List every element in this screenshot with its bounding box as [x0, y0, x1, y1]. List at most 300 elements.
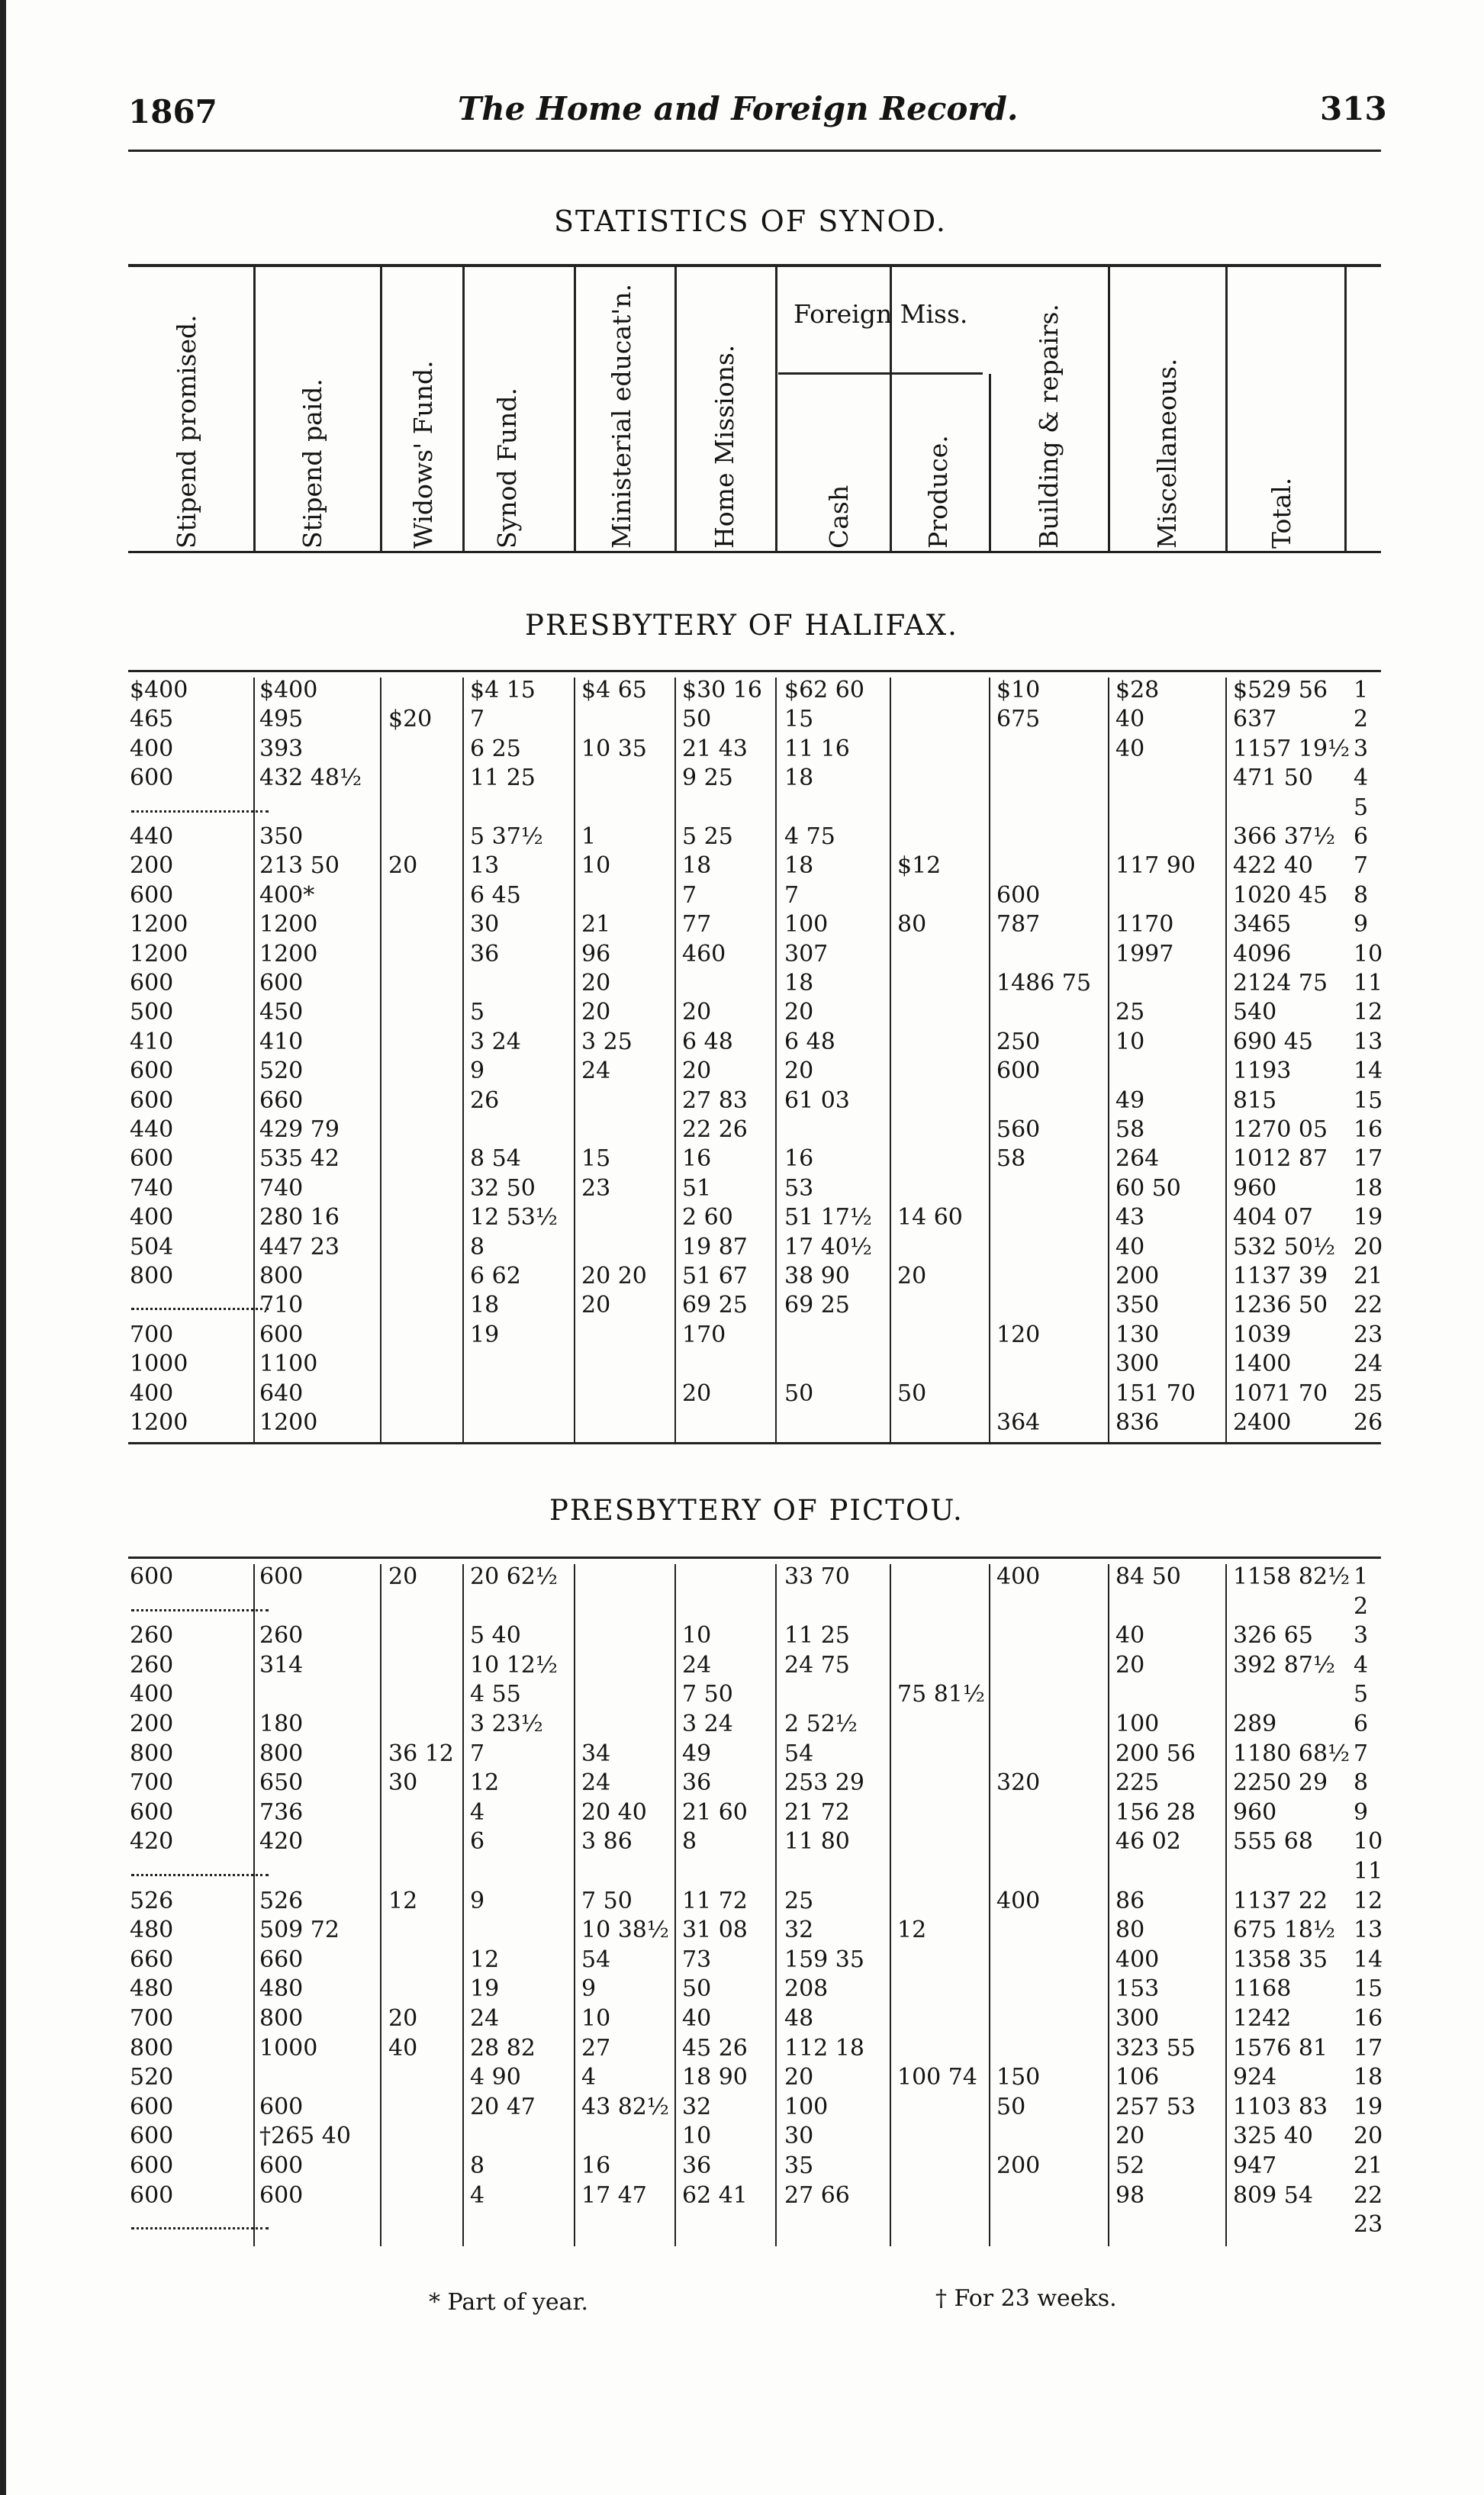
cell-miscellaneous: 100: [1115, 1711, 1160, 1737]
cell-row-number: 14: [1354, 1058, 1383, 1085]
cell-stipend-promised: 600: [130, 1058, 174, 1085]
cell-total: 1157 19½: [1233, 735, 1350, 762]
cell-total: 289: [1233, 1711, 1277, 1737]
cell-total: 1358 35: [1233, 1946, 1328, 1973]
column-header-home-missions: Home Missions.: [710, 344, 739, 549]
cell-home-missions: 73: [682, 1946, 712, 1973]
cell-row-number: 6: [1354, 1711, 1369, 1737]
cell-row-number: 19: [1354, 2093, 1383, 2120]
cell-miscellaneous: 836: [1115, 1409, 1160, 1436]
cell-foreign-cash: 27 66: [784, 2181, 850, 2209]
cell-miscellaneous: 153: [1115, 1975, 1160, 2003]
table-column-divider: [380, 1564, 381, 2246]
column-header-building-repairs: Building & repairs.: [1034, 304, 1064, 549]
cell-building-repairs: 787: [996, 911, 1041, 938]
cell-miscellaneous: 43: [1115, 1204, 1145, 1231]
cell-building-repairs: 400: [996, 1887, 1041, 1914]
cell-widows-fund: 36 12: [388, 1740, 454, 1767]
cell-stipend-paid: 213 50: [259, 852, 340, 880]
table-column-divider: [989, 1564, 990, 2246]
cell-total: 675 18½: [1233, 1917, 1336, 1944]
cell-foreign-produce: 50: [897, 1379, 927, 1407]
cell-building-repairs: 1486 75: [996, 970, 1092, 996]
cell-total: 2250 29: [1233, 1769, 1328, 1797]
cell-home-missions: 18 90: [682, 2064, 748, 2091]
cell-building-repairs: 600: [996, 1058, 1041, 1085]
cell-synod-fund: 11 25: [470, 765, 536, 792]
cell-ministerial-education: 10: [581, 2005, 611, 2032]
cell-row-number: 9: [1354, 911, 1369, 938]
cell-stipend-paid: 600: [259, 970, 304, 996]
cell-synod-fund: 10 12½: [470, 1651, 558, 1679]
cell-row-number: 14: [1354, 1946, 1383, 1973]
cell-total: 2124 75: [1233, 970, 1328, 996]
column-header-divider: [574, 267, 576, 551]
cell-ministerial-education: 17 47: [581, 2181, 647, 2209]
column-header-divider: [1225, 267, 1228, 551]
table-column-divider: [989, 678, 990, 1444]
cell-synod-fund: 13: [470, 852, 500, 880]
cell-stipend-promised: 600: [130, 1798, 174, 1826]
cell-ministerial-education: 96: [581, 940, 611, 967]
cell-home-missions: 10: [682, 1622, 712, 1650]
cell-foreign-cash: 100: [784, 911, 829, 938]
halifax-bottom-rule: [128, 1442, 1381, 1444]
cell-foreign-cash: $62 60: [784, 677, 864, 703]
cell-widows-fund: 12: [388, 1887, 418, 1914]
cell-building-repairs: 58: [996, 1145, 1026, 1173]
cell-ministerial-education: 20 20: [581, 1263, 647, 1289]
cell-foreign-cash: 35: [784, 2152, 814, 2179]
cell-synod-fund: 4 90: [470, 2064, 521, 2091]
cell-miscellaneous: 264: [1115, 1145, 1160, 1173]
column-header-divider: [1344, 267, 1347, 551]
cell-stipend-paid: 535 42: [259, 1145, 340, 1173]
cell-row-number: 3: [1354, 735, 1369, 762]
cell-stipend-paid: 180: [259, 1711, 304, 1737]
cell-synod-fund: 4: [470, 1798, 485, 1826]
cell-home-missions: 5 25: [682, 823, 733, 850]
cell-stipend-paid: 600: [259, 1563, 304, 1590]
cell-home-missions: 69 25: [682, 1292, 748, 1319]
table-column-divider: [380, 678, 381, 1444]
cell-home-missions: 7: [682, 881, 697, 909]
cell-stipend-promised: 700: [130, 1769, 174, 1797]
cell-stipend-paid: 400*: [259, 881, 315, 909]
cell-synod-fund: 5: [470, 999, 485, 1026]
cell-row-number: 1: [1354, 677, 1369, 703]
cell-total: 1180 68½: [1233, 1740, 1350, 1767]
cell-miscellaneous: 20: [1115, 1651, 1145, 1679]
cell-foreign-cash: 6 48: [784, 1028, 835, 1055]
cell-building-repairs: 560: [996, 1116, 1041, 1143]
cell-foreign-cash: 112 18: [784, 2034, 864, 2062]
table-column-divider: [1108, 1564, 1109, 2246]
cell-home-missions: 36: [682, 1769, 712, 1797]
cell-total: 392 87½: [1233, 1651, 1336, 1679]
cell-stipend-paid: 640: [259, 1379, 304, 1407]
cell-total: 924: [1233, 2064, 1277, 2091]
cell-foreign-cash: 18: [784, 970, 814, 996]
cell-foreign-cash: 253 29: [784, 1769, 864, 1797]
cell-miscellaneous: 84 50: [1115, 1563, 1181, 1590]
cell-row-number: 11: [1354, 1858, 1383, 1885]
table-column-divider: [462, 678, 464, 1444]
cell-row-number: 16: [1354, 2005, 1383, 2032]
cell-total: 1137 39: [1233, 1263, 1328, 1289]
cell-synod-fund: 6 62: [470, 1263, 521, 1289]
cell-foreign-cash: 20: [784, 999, 814, 1026]
column-header-miscellaneous: Miscellaneous.: [1152, 358, 1182, 549]
cell-row-number: 16: [1354, 1116, 1383, 1143]
cell-stipend-promised: 600: [130, 2093, 174, 2120]
cell-foreign-produce: 80: [897, 911, 927, 938]
cell-total: 1158 82½: [1233, 1563, 1350, 1590]
column-header-block: [0, 267, 1484, 551]
cell-ministerial-education: 16: [581, 2152, 611, 2179]
cell-widows-fund: 20: [388, 2005, 418, 2032]
cell-foreign-cash: 25: [784, 1887, 814, 1914]
cell-home-missions: 21 60: [682, 1798, 748, 1826]
cell-row-number: 21: [1354, 1263, 1383, 1289]
column-header-divider: [1108, 267, 1110, 551]
table-column-divider: [890, 1564, 891, 2246]
cell-miscellaneous: 323 55: [1115, 2034, 1196, 2062]
cell-row-number: 21: [1354, 2152, 1383, 2179]
cell-total: 404 07: [1233, 1204, 1313, 1231]
cell-synod-fund: 5 37½: [470, 823, 543, 850]
cell-stipend-promised: 700: [130, 2005, 174, 2032]
cell-building-repairs: 200: [996, 2152, 1041, 2179]
cell-ministerial-education: 20: [581, 1292, 611, 1319]
cell-stipend-paid: 495: [259, 706, 304, 733]
cell-home-missions: 22 26: [682, 1116, 748, 1143]
cell-synod-fund: 8 54: [470, 1145, 521, 1173]
cell-home-missions: 77: [682, 911, 712, 938]
cell-foreign-cash: 33 70: [784, 1563, 850, 1590]
cell-total: 1576 81: [1233, 2034, 1328, 2062]
cell-miscellaneous: 40: [1115, 1622, 1145, 1650]
cell-miscellaneous: 86: [1115, 1887, 1145, 1914]
cell-ministerial-education: 20: [581, 999, 611, 1026]
column-header-foreign-cash: Cash: [824, 485, 854, 549]
cell-synod-fund: 5 40: [470, 1622, 521, 1650]
header-page-number: 313: [1320, 90, 1387, 127]
table-column-divider: [1225, 1564, 1227, 2246]
cell-miscellaneous: 130: [1115, 1321, 1160, 1348]
cell-stipend-paid: 420: [259, 1828, 304, 1856]
cell-stipend-paid: 526: [259, 1887, 304, 1914]
footnote-for-23-weeks: † For 23 weeks.: [935, 2285, 1117, 2312]
cell-total: 532 50½: [1233, 1233, 1336, 1260]
cell-stipend-paid: 314: [259, 1651, 304, 1679]
cell-building-repairs: 364: [996, 1409, 1041, 1436]
column-header-divider: [462, 267, 465, 551]
cell-total: 960: [1233, 1174, 1277, 1202]
cell-stipend-promised: 1000: [130, 1351, 188, 1378]
cell-home-missions: 19 87: [682, 1233, 748, 1260]
cell-home-missions: 3 24: [682, 1711, 733, 1737]
cell-ministerial-education: 10: [581, 852, 611, 880]
table-column-divider: [462, 1564, 464, 2246]
cell-building-repairs: 120: [996, 1321, 1041, 1348]
cell-stipend-promised: 600: [130, 765, 174, 792]
cell-total: 2400: [1233, 1409, 1292, 1436]
cell-home-missions: 18: [682, 852, 712, 880]
cell-stipend-paid: 600: [259, 2181, 304, 2209]
cell-total: 1137 22: [1233, 1887, 1328, 1914]
cell-total: 1039: [1233, 1321, 1292, 1348]
cell-row-number: 17: [1354, 1145, 1383, 1173]
foreign-miss-underline: [778, 372, 983, 375]
cell-ministerial-education: 3 25: [581, 1028, 633, 1055]
cell-miscellaneous: 156 28: [1115, 1798, 1196, 1826]
cell-total: 809 54: [1233, 2181, 1313, 2209]
cell-stipend-promised: 260: [130, 1622, 174, 1650]
cell-foreign-cash: 54: [784, 1740, 814, 1767]
cell-miscellaneous: 40: [1115, 1233, 1145, 1260]
cell-miscellaneous: 257 53: [1115, 2093, 1196, 2120]
cell-total: 555 68: [1233, 1828, 1313, 1856]
cell-stipend-promised: 500: [130, 999, 174, 1026]
cell-foreign-cash: 30: [784, 2123, 814, 2150]
column-header-divider: [253, 267, 256, 551]
cell-row-number: 10: [1354, 940, 1383, 967]
cell-total: 1012 87: [1233, 1145, 1328, 1173]
cell-ministerial-education: 24: [581, 1769, 611, 1797]
cell-stipend-paid: 1100: [259, 1351, 318, 1378]
cell-row-number: 4: [1354, 765, 1369, 792]
cell-stipend-paid: 432 48½: [259, 765, 362, 792]
cell-synod-fund: 6 45: [470, 881, 521, 909]
header-rule: [128, 150, 1381, 152]
cell-miscellaneous: 1997: [1115, 940, 1174, 967]
cell-home-missions: 8: [682, 1828, 697, 1856]
cell-miscellaneous: 58: [1115, 1116, 1145, 1143]
cell-miscellaneous: 400: [1115, 1946, 1160, 1973]
cell-miscellaneous: 52: [1115, 2152, 1145, 2179]
cell-synod-fund: 24: [470, 2005, 500, 2032]
column-header-foreign-produce: Produce.: [923, 435, 953, 549]
cell-ministerial-education: 1: [581, 823, 597, 850]
column-header-divider: [775, 267, 777, 551]
table-column-divider: [674, 1564, 676, 2246]
cell-row-number: 20: [1354, 1233, 1383, 1260]
table-column-divider: [253, 678, 255, 1444]
cell-foreign-cash: 100: [784, 2093, 829, 2120]
cell-stipend-promised: 700: [130, 1321, 174, 1348]
cell-foreign-produce: $12: [897, 852, 942, 880]
cell-home-missions: 20: [682, 999, 712, 1026]
cell-stipend-paid: 1200: [259, 911, 318, 938]
cell-synod-fund: 12: [470, 1946, 500, 1973]
cell-foreign-cash: 208: [784, 1975, 829, 2003]
column-header-divider: [674, 267, 677, 551]
cell-stipend-promised: 1200: [130, 940, 188, 967]
cell-stipend-paid: 480: [259, 1975, 304, 2003]
cell-synod-fund: $4 15: [470, 677, 536, 703]
cell-synod-fund: 12 53½: [470, 1204, 558, 1231]
cell-stipend-promised: 400: [130, 1681, 174, 1708]
cell-ministerial-education: 24: [581, 1058, 611, 1085]
cell-stipend-promised: 800: [130, 1263, 174, 1289]
table-column-divider: [775, 1564, 777, 2246]
cell-total: 1400: [1233, 1351, 1292, 1378]
cell-building-repairs: $10: [996, 677, 1041, 703]
cell-home-missions: 460: [682, 940, 726, 967]
column-header-total: Total.: [1267, 477, 1296, 549]
cell-miscellaneous: 300: [1115, 2005, 1160, 2032]
section-title-pictou: PRESBYTERY OF PICTOU.: [549, 1494, 964, 1527]
cell-stipend-paid: 429 79: [259, 1116, 340, 1143]
cell-stipend-promised: 504: [130, 1233, 174, 1260]
cell-total: 326 65: [1233, 1622, 1313, 1650]
cell-home-missions: 49: [682, 1740, 712, 1767]
cell-ministerial-education: 21: [581, 911, 611, 938]
cell-stipend-paid: 650: [259, 1769, 304, 1797]
cell-stipend-promised: 800: [130, 2034, 174, 2062]
cell-home-missions: 16: [682, 1145, 712, 1173]
cell-stipend-paid: 600: [259, 1321, 304, 1348]
cell-stipend-promised: 440: [130, 1116, 174, 1143]
cell-foreign-cash: 18: [784, 852, 814, 880]
cell-row-number: 15: [1354, 1087, 1383, 1114]
cell-stipend-paid: 800: [259, 1263, 304, 1289]
blank-row-leader: [131, 810, 269, 813]
cell-row-number: 20: [1354, 2123, 1383, 2150]
cell-building-repairs: 50: [996, 2093, 1026, 2120]
cell-stipend-paid: 520: [259, 1058, 304, 1085]
cell-row-number: 4: [1354, 1651, 1369, 1679]
cell-miscellaneous: 25: [1115, 999, 1145, 1026]
cell-widows-fund: 20: [388, 852, 418, 880]
cell-widows-fund: $20: [388, 706, 433, 733]
cell-synod-fund: 7: [470, 706, 485, 733]
cell-row-number: 8: [1354, 1769, 1369, 1797]
cell-miscellaneous: 80: [1115, 1917, 1145, 1944]
cell-stipend-paid: $400: [259, 677, 318, 703]
footnote-part-of-year: * Part of year.: [429, 2289, 589, 2316]
cell-total: 1103 83: [1233, 2093, 1328, 2120]
cell-miscellaneous: 117 90: [1115, 852, 1196, 880]
cell-row-number: 5: [1354, 794, 1369, 821]
cell-total: 1020 45: [1233, 881, 1328, 909]
cell-total: 1193: [1233, 1058, 1292, 1085]
cell-foreign-cash: 2 52½: [784, 1711, 858, 1737]
cell-building-repairs: 150: [996, 2064, 1041, 2091]
cell-row-number: 25: [1354, 1379, 1383, 1407]
cell-widows-fund: 20: [388, 1563, 418, 1590]
cell-foreign-cash: 4 75: [784, 823, 835, 850]
cell-home-missions: 170: [682, 1321, 726, 1348]
cell-total: 366 37½: [1233, 823, 1336, 850]
cell-total: 815: [1233, 1087, 1277, 1114]
cell-home-missions: 45 26: [682, 2034, 748, 2062]
cell-total: 1270 05: [1233, 1116, 1328, 1143]
cell-foreign-cash: 32: [784, 1917, 814, 1944]
cell-stipend-promised: 800: [130, 1740, 174, 1767]
cell-total: 3465: [1233, 911, 1292, 938]
cell-synod-fund: 30: [470, 911, 500, 938]
cell-total: 690 45: [1233, 1028, 1313, 1055]
cell-stipend-promised: 400: [130, 1204, 174, 1231]
cell-synod-fund: 8: [470, 1233, 485, 1260]
cell-home-missions: 2 60: [682, 1204, 733, 1231]
column-header-synod-fund: Synod Fund.: [492, 387, 522, 549]
cell-synod-fund: 19: [470, 1321, 500, 1348]
cell-miscellaneous: 1170: [1115, 911, 1174, 938]
cell-row-number: 12: [1354, 999, 1383, 1026]
cell-miscellaneous: 350: [1115, 1292, 1160, 1319]
cell-widows-fund: 30: [388, 1769, 418, 1797]
cell-miscellaneous: 40: [1115, 706, 1145, 733]
cell-stipend-paid: 393: [259, 735, 304, 762]
cell-foreign-cash: 7: [784, 881, 800, 909]
blank-row-leader: [131, 2227, 269, 2229]
cell-stipend-promised: 480: [130, 1975, 174, 2003]
cell-stipend-paid: 660: [259, 1946, 304, 1973]
cell-ministerial-education: 10 35: [581, 735, 647, 762]
cell-ministerial-education: 23: [581, 1174, 611, 1202]
cell-row-number: 17: [1354, 2034, 1383, 2062]
cell-stipend-paid: 660: [259, 1087, 304, 1114]
cell-row-number: 5: [1354, 1681, 1369, 1708]
cell-home-missions: 24: [682, 1651, 712, 1679]
cell-building-repairs: 320: [996, 1769, 1041, 1797]
table-column-divider: [253, 1564, 255, 2246]
cell-home-missions: 10: [682, 2123, 712, 2150]
cell-foreign-cash: 16: [784, 1145, 814, 1173]
cell-stipend-promised: 600: [130, 1563, 174, 1590]
cell-row-number: 13: [1354, 1028, 1383, 1055]
cell-synod-fund: 3 24: [470, 1028, 521, 1055]
cell-stipend-promised: 1200: [130, 911, 188, 938]
cell-foreign-cash: 20: [784, 1058, 814, 1085]
cell-home-missions: 7 50: [682, 1681, 733, 1708]
cell-stipend-promised: 600: [130, 2152, 174, 2179]
cell-stipend-promised: 400: [130, 1379, 174, 1407]
cell-synod-fund: 20 62½: [470, 1563, 558, 1590]
cell-stipend-paid: 736: [259, 1798, 304, 1826]
cell-miscellaneous: $28: [1115, 677, 1160, 703]
cell-total: 947: [1233, 2152, 1277, 2179]
cell-synod-fund: 9: [470, 1058, 485, 1085]
column-header-ministerial-education: Ministerial educat'n.: [607, 283, 636, 549]
cell-synod-fund: 8: [470, 2152, 485, 2179]
cell-total: 4096: [1233, 940, 1292, 967]
foreign-miss-label: Foreign Miss.: [794, 299, 968, 329]
cell-foreign-cash: 69 25: [784, 1292, 850, 1319]
cell-row-number: 26: [1354, 1409, 1383, 1436]
cell-stipend-paid: 1200: [259, 1409, 318, 1436]
column-header-divider: [380, 267, 382, 551]
cell-stipend-promised: 465: [130, 706, 174, 733]
cell-total: 1071 70: [1233, 1379, 1328, 1407]
cell-stipend-promised: 260: [130, 1651, 174, 1679]
cell-stipend-paid: 509 72: [259, 1917, 340, 1944]
cell-row-number: 7: [1354, 1740, 1369, 1767]
cell-stipend-promised: 526: [130, 1887, 174, 1914]
cell-stipend-promised: 600: [130, 2181, 174, 2209]
cell-stipend-promised: 200: [130, 1711, 174, 1737]
cell-stipend-paid: 740: [259, 1174, 304, 1202]
cell-building-repairs: 400: [996, 1563, 1041, 1590]
cell-foreign-cash: 24 75: [784, 1651, 850, 1679]
cell-foreign-cash: 53: [784, 1174, 814, 1202]
cell-foreign-cash: 50: [784, 1379, 814, 1407]
cell-stipend-paid: 600: [259, 2152, 304, 2179]
cell-row-number: 23: [1354, 1321, 1383, 1348]
